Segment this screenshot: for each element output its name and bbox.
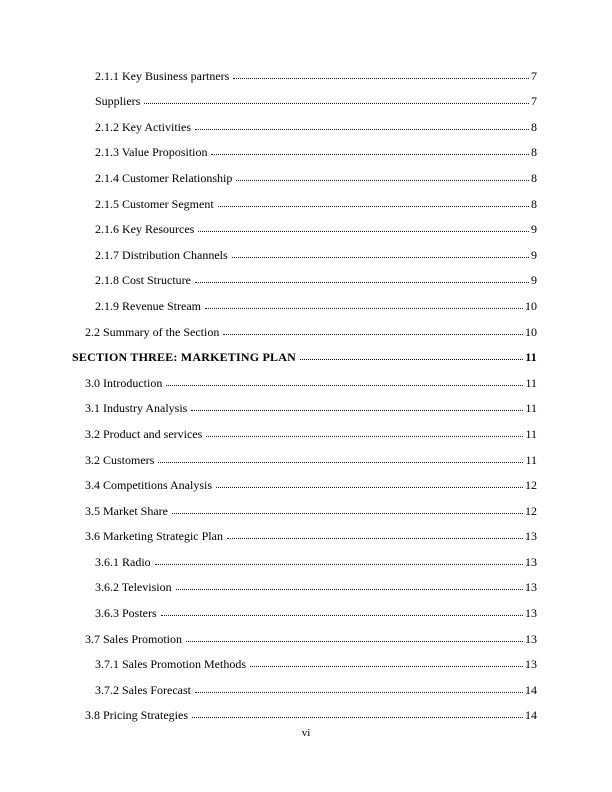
toc-entry-label: 2.1.5 Customer Segment <box>95 196 214 211</box>
toc-entry-page: 8 <box>531 170 537 185</box>
toc-entry-page: 7 <box>531 94 537 109</box>
dotted-leader <box>195 692 523 693</box>
dotted-leader <box>186 641 523 642</box>
dotted-leader <box>216 487 523 488</box>
toc-entry-page: 8 <box>531 196 537 211</box>
toc-entry-page: 13 <box>525 606 537 621</box>
toc-entry-label: 2.1.2 Key Activities <box>95 119 191 134</box>
toc-entry-label: 3.0 Introduction <box>85 375 163 390</box>
toc-entry <box>95 599 537 625</box>
toc-entry-label: 3.6.3 Posters <box>95 606 157 621</box>
toc-entry-page: 13 <box>525 554 537 569</box>
dotted-leader <box>144 103 529 104</box>
toc-entry-page: 11 <box>525 401 537 416</box>
page-number-footer: vi <box>301 727 311 739</box>
toc-entry <box>85 625 537 651</box>
dotted-leader <box>250 666 523 667</box>
dotted-leader <box>233 78 529 79</box>
toc-entry-page: 9 <box>531 222 537 237</box>
toc-entry-label: 2.1.4 Customer Relationship <box>95 170 233 185</box>
toc-entry <box>85 472 537 498</box>
toc-entry-label: Suppliers <box>95 94 141 109</box>
toc-entry-page: 11 <box>525 350 537 365</box>
toc-entry <box>95 267 537 293</box>
toc-entry-label: 3.4 Competitions Analysis <box>85 478 213 493</box>
dotted-leader <box>206 436 523 437</box>
toc-entry-label: 3.7 Sales Promotion <box>85 631 183 646</box>
dotted-leader <box>192 717 523 718</box>
dotted-leader <box>191 410 523 411</box>
dotted-leader <box>161 615 523 616</box>
toc-entry-label: SECTION THREE: MARKETING PLAN <box>72 350 296 365</box>
toc-entry <box>95 113 537 139</box>
dotted-leader <box>205 308 523 309</box>
toc-entry <box>95 139 537 165</box>
toc-entry <box>95 651 537 677</box>
toc-entry-label: 2.1.7 Distribution Channels <box>95 247 228 262</box>
dotted-leader <box>300 359 523 360</box>
toc-entry-label: 3.1 Industry Analysis <box>85 401 188 416</box>
toc-entry-page: 12 <box>525 478 537 493</box>
toc-entry-page: 11 <box>525 375 537 390</box>
toc-entry-page: 11 <box>525 426 537 441</box>
dotted-leader <box>158 462 523 463</box>
toc-entry-page: 8 <box>531 145 537 160</box>
toc-entry-page: 10 <box>525 298 537 313</box>
toc-entry-label: 3.7.1 Sales Promotion Methods <box>95 657 247 672</box>
dotted-leader <box>195 282 529 283</box>
toc-entry-page: 8 <box>531 119 537 134</box>
toc-entry-label: 2.1.1 Key Business partners <box>95 68 230 83</box>
toc-entry-page: 12 <box>525 503 537 518</box>
toc-entry <box>95 548 537 574</box>
toc-entry-page: 9 <box>531 273 537 288</box>
dotted-leader <box>218 206 529 207</box>
toc-entry-label: 3.2 Customers <box>85 452 155 467</box>
toc-entry <box>95 574 537 600</box>
toc-entry <box>95 190 537 216</box>
toc-entry-page: 9 <box>531 247 537 262</box>
toc-entry-label: 2.1.6 Key Resources <box>95 222 195 237</box>
dotted-leader <box>198 231 529 232</box>
toc-entry <box>95 164 537 190</box>
dotted-leader <box>166 385 523 386</box>
toc-entry <box>85 318 537 344</box>
toc-entry <box>85 497 537 523</box>
dotted-leader <box>236 180 529 181</box>
toc-entry-page: 10 <box>525 324 537 339</box>
toc-entry <box>85 420 537 446</box>
toc-entry-page: 13 <box>525 580 537 595</box>
toc-entry <box>85 523 537 549</box>
toc-entry <box>72 344 537 370</box>
toc-entry-label: 2.1.9 Revenue Stream <box>95 298 201 313</box>
toc-entry-label: 3.6.1 Radio <box>95 554 151 569</box>
toc-entry <box>85 395 537 421</box>
toc-entry-label: 3.7.2 Sales Forecast <box>95 682 191 697</box>
toc-entry <box>95 62 537 88</box>
toc-entry-label: 2.1.3 Value Proposition <box>95 145 208 160</box>
toc-entry <box>95 241 537 267</box>
dotted-leader <box>211 154 529 155</box>
toc-entry-page: 14 <box>525 682 537 697</box>
toc-entry <box>85 702 537 728</box>
dotted-leader <box>155 564 523 565</box>
toc-entry-label: 3.6.2 Television <box>95 580 172 595</box>
table-of-contents <box>72 62 537 727</box>
dotted-leader <box>195 129 529 130</box>
dotted-leader <box>232 257 529 258</box>
toc-entry-page: 13 <box>525 529 537 544</box>
toc-entry-label: 2.1.8 Cost Structure <box>95 273 191 288</box>
toc-entry-page: 7 <box>531 68 537 83</box>
dotted-leader <box>227 538 523 539</box>
toc-entry <box>95 216 537 242</box>
dotted-leader <box>176 589 523 590</box>
toc-entry-label: 2.2 Summary of the Section <box>85 324 220 339</box>
toc-entry-label: 3.5 Market Share <box>85 503 168 518</box>
toc-entry <box>95 88 537 114</box>
toc-entry <box>95 292 537 318</box>
toc-entry-page: 14 <box>525 708 537 723</box>
toc-entry <box>95 676 537 702</box>
toc-entry-page: 13 <box>525 657 537 672</box>
dotted-leader <box>223 334 523 335</box>
toc-entry-label: 3.6 Marketing Strategic Plan <box>85 529 223 544</box>
toc-entry-page: 11 <box>525 452 537 467</box>
toc-entry <box>85 446 537 472</box>
toc-entry-label: 3.8 Pricing Strategies <box>85 708 188 723</box>
dotted-leader <box>172 513 523 514</box>
toc-entry-page: 13 <box>525 631 537 646</box>
toc-entry <box>85 369 537 395</box>
toc-entry-label: 3.2 Product and services <box>85 426 203 441</box>
